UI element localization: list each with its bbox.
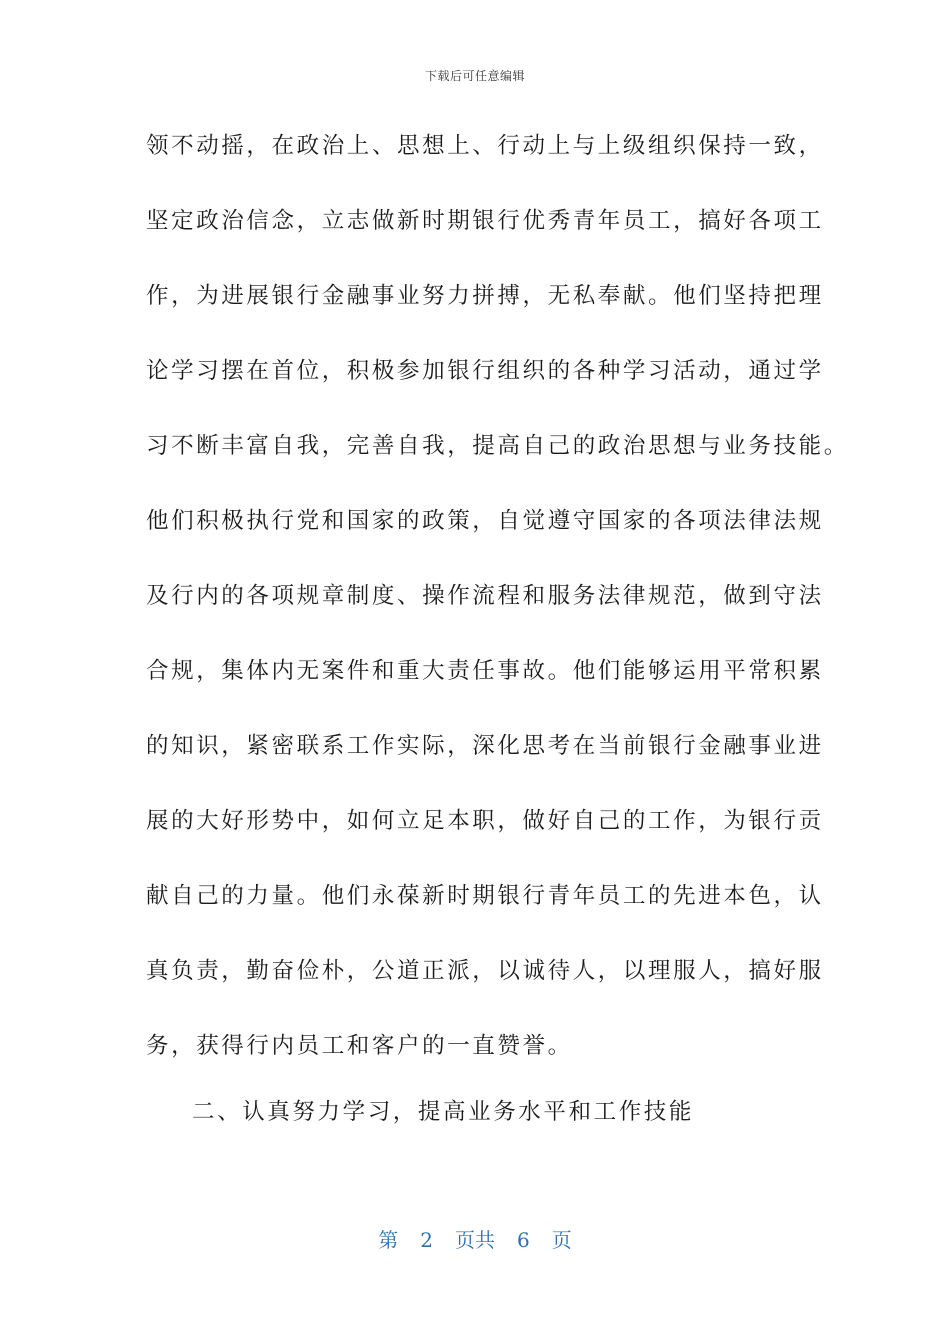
text-line: 他们积极执行党和国家的政策，自觉遵守国家的各项法律法规 — [146, 508, 824, 534]
footer-middle: 页共 — [455, 1228, 495, 1252]
footer-prefix: 第 — [378, 1228, 399, 1252]
total-pages-number: 6 — [517, 1228, 530, 1252]
text-line: 献自己的力量。他们永葆新时期银行青年员工的先进本色，认 — [146, 883, 824, 909]
header-note: 下载后可任意编辑 — [424, 69, 525, 83]
text-line: 作，为进展银行金融事业努力拼搏，无私奉献。他们坚持把理 — [146, 283, 824, 309]
page-footer — [0, 1224, 950, 1253]
text-line: 坚定政治信念，立志做新时期银行优秀青年员工，搞好各项工 — [146, 208, 824, 234]
text-line: 合规，集体内无案件和重大责任事故。他们能够运用平常积累 — [146, 658, 824, 684]
text-line: 习不断丰富自我，完善自我，提高自己的政治思想与业务技能。 — [146, 433, 849, 459]
text-line: 及行内的各项规章制度、操作流程和服务法律规范，做到守法 — [146, 583, 824, 609]
current-page-number: 2 — [420, 1228, 433, 1252]
text-line: 真负责，勤奋俭朴，公道正派，以诚待人，以理服人，搞好服 — [146, 958, 824, 984]
section-heading: 二、认真努力学习，提高业务水平和工作技能 — [192, 1099, 695, 1125]
text-line: 展的大好形势中，如何立足本职，做好自己的工作，为银行贡 — [146, 808, 824, 834]
text-line: 务，获得行内员工和客户的一直赞誉。 — [146, 1033, 573, 1059]
text-line: 领不动摇，在政治上、思想上、行动上与上级组织保持一致， — [146, 133, 824, 159]
text-line: 论学习摆在首位，积极参加银行组织的各种学习活动，通过学 — [146, 358, 824, 384]
footer-suffix: 页 — [551, 1228, 572, 1252]
text-line: 的知识，紧密联系工作实际，深化思考在当前银行金融事业进 — [146, 733, 824, 759]
